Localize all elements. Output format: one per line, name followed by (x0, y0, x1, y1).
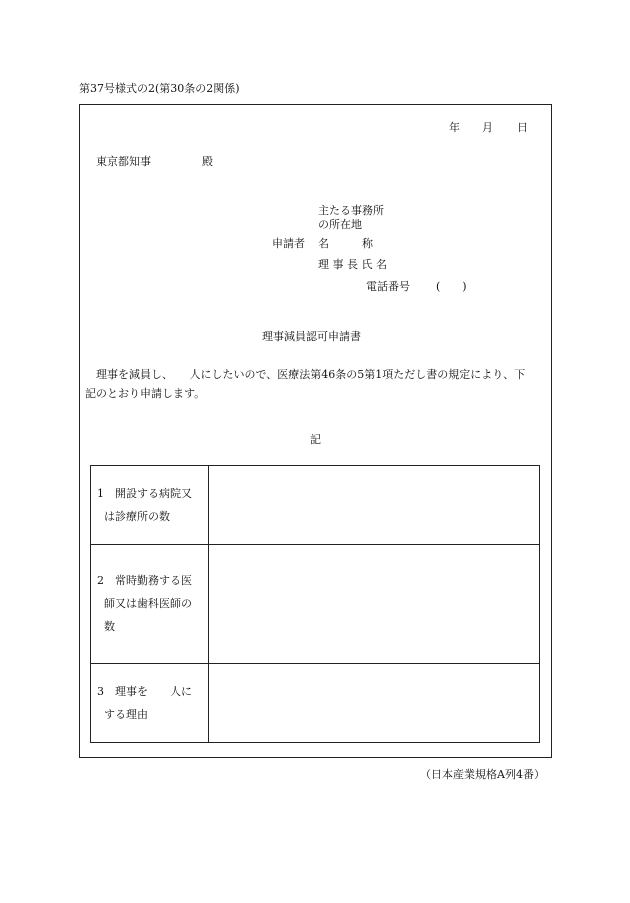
addressee-name: 東京都知事 (96, 155, 151, 168)
item-value-3[interactable] (209, 663, 540, 742)
footer-paper-size: （日本産業規格A列4番） (420, 768, 545, 781)
table-row (91, 466, 540, 545)
item-label-line: は診療所の数 (104, 510, 170, 524)
table-row (91, 545, 540, 663)
office-location-label-line1: 主たる事務所 (318, 204, 384, 217)
form-number: 第37号様式の2(第30条の2関係) (79, 82, 240, 95)
applicant-label: 申請者 (272, 237, 305, 250)
item-label-3 (91, 663, 209, 742)
item-label-line: 2 常時勤務する医 (97, 574, 192, 588)
item-label-line: 3 理事を 人に (97, 684, 192, 698)
body-text-line1: 理事を減員し、 人にしたいので、医療法第46条の5第1項ただし書の規定により、下 (96, 368, 526, 381)
document-title: 理事減員認可申請書 (262, 330, 361, 343)
item-label-line: 1 開設する病院又 (97, 487, 192, 501)
item-value-1[interactable] (209, 466, 540, 545)
director-name-label: 理 事 長 氏 名 (318, 258, 387, 271)
item-label-2 (91, 545, 209, 663)
ki-heading: 記 (310, 433, 321, 446)
item-label-line: する理由 (104, 707, 148, 721)
corporation-name-label: 名 称 (318, 237, 373, 250)
item-label-line: 数 (104, 620, 115, 634)
phone-number-label: 電話番号 (366, 280, 410, 293)
date-month-label: 月 (482, 121, 493, 134)
table-row (91, 663, 540, 742)
item-value-2[interactable] (209, 545, 540, 663)
body-text-line2: 記のとおり申請します。 (85, 387, 206, 400)
addressee-honorific: 殿 (202, 155, 213, 168)
date-day-label: 日 (517, 121, 528, 134)
office-location-label-line2: の所在地 (318, 218, 362, 231)
item-label-line: 師又は歯科医師の (104, 597, 192, 611)
date-year-label: 年 (449, 121, 460, 134)
items-table (90, 465, 540, 743)
phone-number-parens: ( ) (436, 280, 467, 293)
item-label-1 (91, 466, 209, 545)
